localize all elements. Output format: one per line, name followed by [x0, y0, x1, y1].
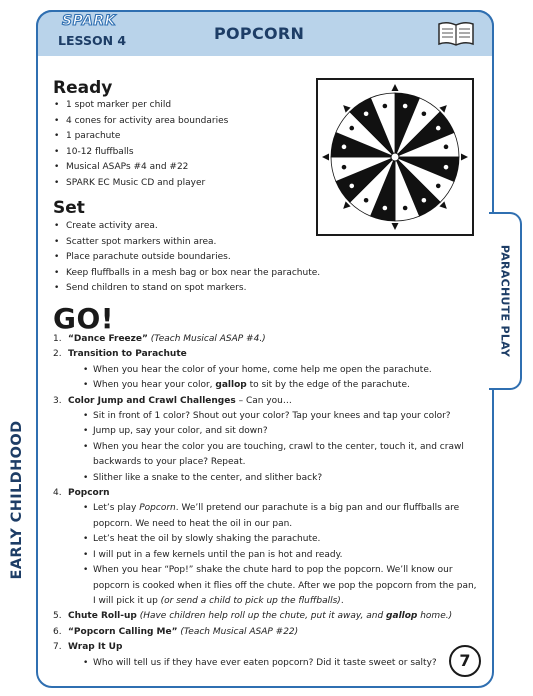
- list-item: • Musical ASAPs #4 and #22: [53, 160, 228, 176]
- list-item: • Scatter spot markers within area.: [53, 235, 320, 251]
- spot-marker: [349, 126, 354, 131]
- spot-marker: [403, 206, 408, 211]
- spot-marker: [383, 104, 388, 109]
- list-item: • Let’s heat the oil by slowly shaking the parachute.: [83, 532, 493, 547]
- parachute-center: [391, 153, 399, 161]
- list-item: • Keep fluffballs in a mesh bag or box near the parachute.: [53, 266, 320, 282]
- spot-marker: [342, 145, 347, 150]
- open-book-icon: [437, 20, 475, 48]
- activity-item: 6. “Popcorn Calling Me” (Teach Musical ASAP #22): [53, 626, 299, 637]
- list-item: • When you hear the color of your home, come help me open the parachute.: [83, 363, 493, 378]
- list-item: • Create activity area.: [53, 219, 320, 235]
- go-heading: GO!: [53, 302, 115, 335]
- list-item: • I will put in a few kernels until the pan is hot and ready.: [83, 548, 493, 563]
- list-item: • Who will tell us if they have ever eaten popcorn? Did it taste sweet or salty?: [83, 656, 493, 671]
- spot-marker: [444, 145, 449, 150]
- activity-item: 5. Chute Roll-up (Have children help roll up the chute, put it away, and gallop home.): [53, 611, 453, 622]
- spot-marker: [436, 126, 441, 131]
- parachute-diagram: [316, 78, 474, 236]
- activity-item: 2. Transition to Parachute • When you hear the color of your home, come help me open the parachute. • When you hear your color, gallop to sit by the edge of the parachute.: [53, 347, 493, 393]
- spot-marker: [436, 184, 441, 189]
- spot-marker: [422, 111, 427, 116]
- activity-item: 7. Wrap It Up • Who will tell us if they have ever eaten popcorn? Did it taste sweet or salty?: [53, 640, 493, 671]
- spot-marker: [364, 198, 369, 203]
- list-item: • Sit in front of 1 color? Shout out your color? Tap your knees and tap your color?: [83, 409, 493, 424]
- lesson-title: POPCORN: [214, 24, 305, 43]
- lesson-number: LESSON 4: [58, 33, 127, 48]
- ready-heading: Ready: [53, 78, 113, 98]
- list-item: • 1 parachute: [53, 129, 228, 145]
- list-item: • Place parachute outside boundaries.: [53, 250, 320, 266]
- spot-marker: [444, 165, 449, 170]
- spot-marker: [403, 104, 408, 109]
- set-steps-list: [53, 219, 320, 297]
- parachute-icon: [331, 93, 459, 221]
- list-item: • When you hear “Pop!” shake the chute hard to pop the popcorn. We’ll know our popcorn is cooked when it flies off the chute. After we pop the popcorn from the pan, I will pick it up (or send a child to pick up the fluffballs).: [83, 563, 493, 609]
- spot-marker: [422, 198, 427, 203]
- page-number: 7: [449, 645, 481, 677]
- list-item: • SPARK EC Music CD and player: [53, 176, 228, 192]
- activity-item: 1. “Dance Freeze” (Teach Musical ASAP #4.): [53, 334, 266, 344]
- list-item: • When you hear your color, gallop to sit by the edge of the parachute.: [83, 378, 493, 393]
- spot-marker: [342, 165, 347, 170]
- spot-marker: [364, 111, 369, 116]
- spot-marker: [383, 206, 388, 211]
- go-activity-list: [53, 332, 493, 671]
- activity-item: 4. Popcorn • Let’s play Popcorn. We’ll pretend our parachute is a big pan and our fluffballs are popcorn. We need to heat the oil in our pan. • Let’s heat the oil by slowly shaking the parachute. • I will put in a few kernels until the pan is hot and ready. • When you hear “Pop!” shake the chute hard to pop the popcorn. We’ll know our popcorn is cooked when it flies off the chute. After we pop the popcorn from the pan, I will pick it up (or send a child to pick up the fluffballs).: [53, 486, 493, 609]
- spot-marker: [349, 184, 354, 189]
- ready-equipment-list: [53, 98, 228, 191]
- set-heading: Set: [53, 198, 85, 218]
- section-tab-label: PARACHUTE PLAY: [498, 244, 512, 358]
- program-label: EARLY CHILDHOOD: [9, 420, 25, 580]
- list-item: • Let’s play Popcorn. We’ll pretend our parachute is a big pan and our fluffballs are popcorn. We need to heat the oil in our pan.: [83, 501, 493, 532]
- list-item: • Slither like a snake to the center, and slither back?: [83, 471, 493, 486]
- list-item: • 1 spot marker per child: [53, 98, 228, 114]
- list-item: • 10-12 fluffballs: [53, 145, 228, 161]
- activity-item: 3. Color Jump and Crawl Challenges – Can you… • Sit in front of 1 color? Shout out your color? Tap your knees and tap your color? • Jump up, say your color, and sit down? • When you hear the color you are touching, crawl to the center, touch it, and crawl backwards to your place? Repeat. • Slither like a snake to the center, and slither back?: [53, 394, 493, 486]
- list-item: • When you hear the color you are touching, crawl to the center, touch it, and crawl backwards to your place? Repeat.: [83, 440, 493, 471]
- list-item: • Jump up, say your color, and sit down?: [83, 424, 493, 439]
- list-item: • Send children to stand on spot markers.: [53, 281, 320, 297]
- spark-logo: SPARK: [62, 13, 117, 29]
- list-item: • 4 cones for activity area boundaries: [53, 114, 228, 130]
